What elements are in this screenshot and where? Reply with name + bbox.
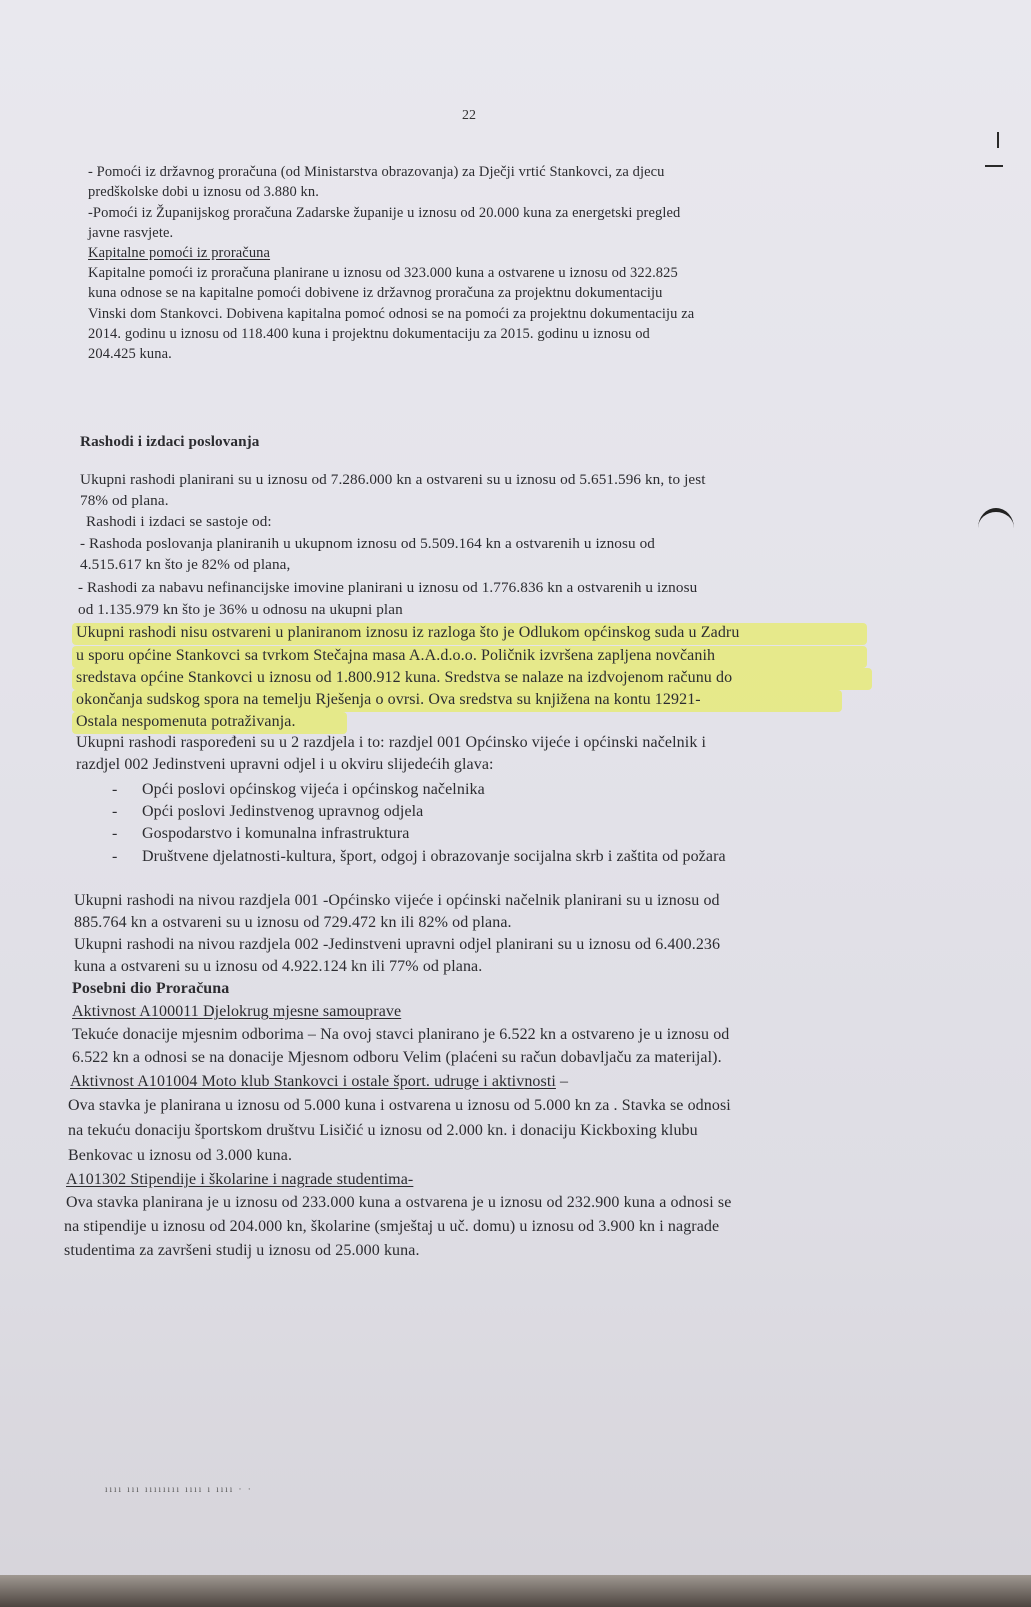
text-line: - Rashoda poslovanja planiranih u ukupnom iznosu od 5.509.164 kn a ostvarenih u iznosu od: [80, 535, 655, 552]
text-line: 78% od plana.: [80, 492, 169, 509]
text-line: predškolske dobi u iznosu od 3.880 kn.: [88, 184, 319, 200]
highlighted-text-line: okončanja sudskog spora na temelju Rješenja o ovrsi. Ova sredstva su knjižena na kontu 12921-: [76, 691, 701, 708]
text-line: Vinski dom Stankovci. Dobivena kapitalna pomoć odnosi se na pomoći za projektnu dokumentaciju za: [88, 306, 695, 322]
activity-heading: A101302 Stipendije i školarine i nagrade studentima-: [66, 1171, 414, 1188]
highlighted-text-line: u sporu općine Stankovci sa tvrkom Stečajna masa A.A.d.o.o. Poličnik izvršena zapljena novčanih: [76, 647, 716, 664]
text-line: - Pomoći iz državnog proračuna (od Ministarstva obrazovanja) za Dječji vrtić Stankovci, za djecu: [88, 164, 665, 180]
text-line: Ova stavka planirana je u iznosu od 233.000 kuna a ostvarena je u iznosu od 232.900 kuna a odnosi se: [66, 1194, 732, 1211]
section-heading: Kapitalne pomoći iz proračuna: [88, 245, 271, 261]
text-line: - Rashodi za nabavu nefinancijske imovine planirani u iznosu od 1.776.836 kn a ostvarenih u iznosu: [78, 579, 698, 596]
activity-heading: [70, 1073, 568, 1091]
list-item: Opći poslovi općinskog vijeća i općinskog načelnika: [142, 781, 485, 798]
text-line: -Pomoći iz Županijskog proračuna Zadarske županije u iznosu od 20.000 kuna za energetski pregled: [88, 205, 681, 221]
activity-title: Aktivnost A101004 Moto klub Stankovci i ostale šport. udruge i aktivnosti: [70, 1073, 556, 1090]
text-line: 204.425 kuna.: [88, 346, 172, 362]
highlighted-text-line: Ukupni rashodi nisu ostvareni u planiranom iznosu iz razloga što je Odlukom općinskog suda u Zadru: [76, 624, 740, 641]
text-line: Rashodi i izdaci se sastoje od:: [86, 513, 272, 530]
section-heading: Rashodi i izdaci poslovanja: [80, 433, 260, 450]
text-line: 2014. godinu u iznosu od 118.400 kuna i projektnu dokumentaciju za 2015. godinu u iznosu od: [88, 326, 650, 342]
text-line: javne rasvjete.: [88, 225, 174, 241]
text-line: Ukupni rashodi na nivou razdjela 001 -Općinsko vijeće i općinski načelnik planirani su u iznosu od: [74, 892, 720, 909]
text-line: 4.515.617 kn što je 82% od plana,: [80, 556, 291, 573]
list-bullet: -: [112, 803, 118, 820]
text-line: Benkovac u iznosu od 3.000 kuna.: [68, 1147, 293, 1164]
text-line: 6.522 kn a odnosi se na donacije Mjesnom odboru Velim (plaćeni su račun dobavljaču za materijal).: [72, 1049, 722, 1066]
text-line: kuna a ostvareni su u iznosu od 4.922.124 kn ili 77% od plana.: [74, 958, 483, 975]
margin-mark: [997, 132, 999, 148]
text-line: Tekuće donacije mjesnim odborima – Na ovoj stavci planirano je 6.522 kn a ostvareno je u iznosu od: [72, 1026, 730, 1043]
text-line: na tekuću donaciju športskom društvu Lisičić u iznosu od 2.000 kn. i donaciju Kickboxing klubu: [68, 1122, 698, 1139]
list-bullet: -: [112, 825, 118, 842]
text-line: Ukupni rashodi na nivou razdjela 002 -Jedinstveni upravni odjel planirani su u iznosu od 6.400.236: [74, 936, 721, 953]
text-line: od 1.135.979 kn što je 36% u odnosu na ukupni plan: [78, 601, 403, 618]
highlighted-text-line: Ostala nespomenuta potraživanja.: [76, 713, 296, 730]
text-line: 885.764 kn a ostvareni su u iznosu od 729.472 kn ili 82% od plana.: [74, 914, 512, 931]
list-bullet: -: [112, 848, 118, 865]
text-line: Ukupni rashodi raspoređeni su u 2 razdjela i to: razdjel 001 Općinsko vijeće i općinski načelnik i: [76, 734, 707, 751]
activity-heading: Aktivnost A100011 Djelokrug mjesne samouprave: [72, 1003, 402, 1020]
list-item: Društvene djelatnosti-kultura, šport, odgoj i obrazovanje socijalna skrb i zaštita od požara: [142, 848, 726, 865]
list-item: Gospodarstvo i komunalna infrastruktura: [142, 825, 410, 842]
section-heading: Posebni dio Proračuna: [72, 980, 230, 997]
activity-dash: –: [555, 1073, 569, 1090]
text-line: kuna odnose se na kapitalne pomoći dobivene iz državnog proračuna za projektnu dokumentaciju: [88, 285, 663, 301]
list-item: Opći poslovi Jedinstvenog upravnog odjela: [142, 803, 424, 820]
paper-shadow: [0, 1575, 1031, 1607]
text-line: Ukupni rashodi planirani su u iznosu od 7.286.000 kn a ostvareni su u iznosu od 5.651.596 kn, to jest: [80, 471, 706, 488]
page-number: 22: [462, 108, 476, 123]
binder-hole: [978, 508, 1014, 548]
text-line: Kapitalne pomoći iz proračuna planirane u iznosu od 323.000 kuna a ostvarene u iznosu od 322.825: [88, 265, 678, 281]
text-line: na stipendije u iznosu od 204.000 kn, školarine (smještaj u uč. domu) u iznosu od 3.900 kn i nagrade: [64, 1218, 720, 1235]
highlighted-text-line: sredstava općine Stankovci u iznosu od 1.800.912 kuna. Sredstva se nalaze na izdvojenom računu do: [76, 669, 733, 686]
margin-mark: [985, 165, 1003, 167]
text-line: studentima za završeni studij u iznosu od 25.000 kuna.: [64, 1242, 420, 1259]
list-bullet: -: [112, 781, 118, 798]
text-line: Ova stavka je planirana u iznosu od 5.000 kuna i ostvarena u iznosu od 5.000 kn za . Stavka se odnosi: [68, 1097, 731, 1114]
footer-noise: ıııı ııı ıııııııı ıııı ı ıııı · ·: [105, 1484, 253, 1494]
text-line: razdjel 002 Jedinstveni upravni odjel i u okviru slijedećih glava:: [76, 756, 494, 773]
